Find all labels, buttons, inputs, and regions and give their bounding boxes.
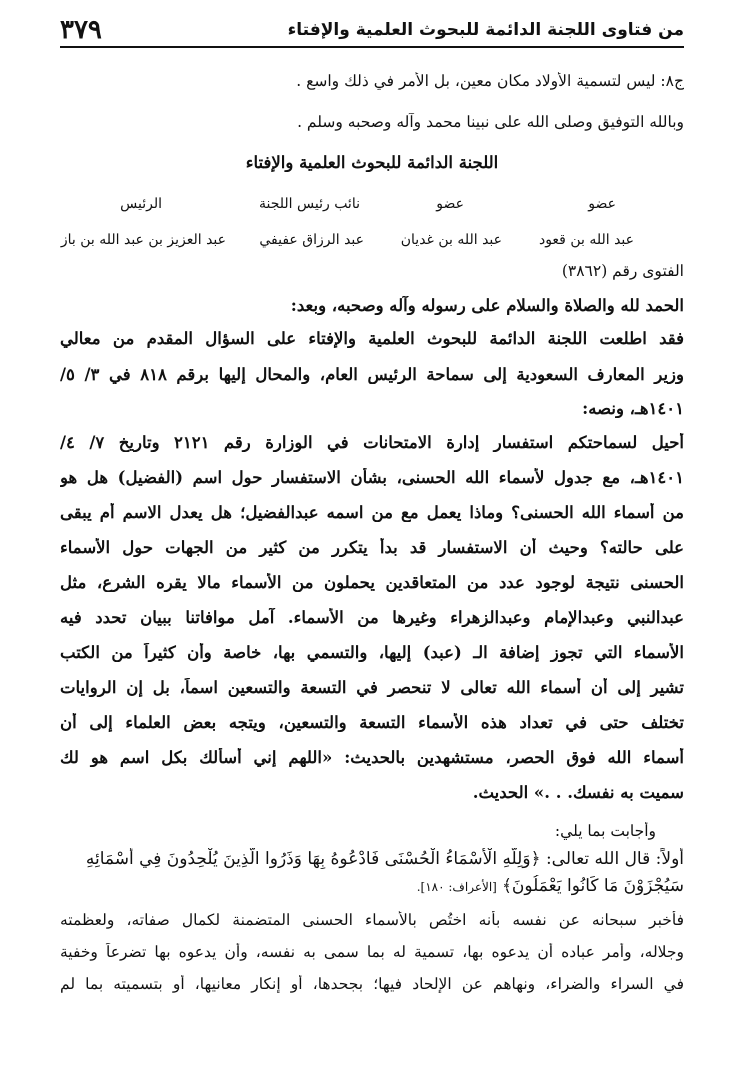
title-chairman: الرئيس xyxy=(120,196,162,212)
running-title: من فتاوى اللجنة الدائمة للبحوث العلمية والإفتاء xyxy=(287,20,684,40)
question-line-7: الأسماء التي تجوز إضافة الـ (عبد) إليها، والتسمي بها، خاصة وأن كثيراً من الكتب xyxy=(60,643,684,662)
question-line-6: عبدالنبي وعبدالإمام وعبدالزهراء وغيرها من الأسماء. آمل موافاتنا ببيان تحدد فيه xyxy=(60,608,684,627)
verse-reference: [الأعراف: ١٨٠]. xyxy=(416,880,497,894)
quran-verse-end: سَيُجْزَوْنَ مَا كَانُوا يَعْمَلُونَ﴾ xyxy=(501,876,684,896)
paragraph-line-2: وجلاله، وأمر عباده أن يدعوه بها، تسمية له بما سمى به نفسه، وأن يدعوه بها تضرعاً وخفية xyxy=(60,943,684,961)
name-member-1: عبد الله بن قعود xyxy=(538,232,634,248)
question-line-2: ١٤٠١هـ، مع جدول لأسماء الله الحسنى، بشأن الاستفسار حول اسم (الفضيل) هل هو xyxy=(60,468,684,487)
question-line-4: على حالته؟ وحيث أن الاستفسار قد بدأ يتكرر من كثير من الجهات حول الأسماء xyxy=(60,538,684,557)
name-chairman: عبد العزيز بن عبد الله بن باز xyxy=(60,232,226,248)
title-member-1: عضو xyxy=(588,196,616,212)
title-member-2: عضو xyxy=(436,196,464,212)
question-line-11: سميت به نفسك. . .» الحديث. xyxy=(472,783,684,802)
question-line-10: أسماء الله فوق الحصر، مستشهدين بالحديث: «اللهم إني أسألك بكل اسم هو لك xyxy=(60,748,684,767)
page-number: ٣٧٩ xyxy=(60,15,102,45)
question-line-5: الحسنى نتيجة لوجود عدد من المتعاقدين يحملون من الأسماء مالا يقره الشرع، مثل xyxy=(60,573,684,592)
closing-line: وبالله التوفيق وصلى الله على نبينا محمد وآله وصحبه وسلم . xyxy=(297,113,684,131)
fatwa-number: الفتوى رقم (٣٨٦٢) xyxy=(561,262,684,280)
body-line-2: فقد اطلعت اللجنة الدائمة للبحوث العلمية والإفتاء على السؤال المقدم من معالي xyxy=(60,329,684,348)
name-member-2: عبد الله بن غديان xyxy=(400,232,502,248)
question-line-3: من أسماء الله الحسنى؟ وماذا يعمل مع من اسمه عبدالفضيل؛ هل يعدل الاسم أم يبقى xyxy=(60,503,684,522)
quran-verse-line-1: أولاً: قال الله تعالى: ﴿وَلِلَّهِ الْأَسْمَاءُ الْحُسْنَى فَادْعُوهُ بِهَا وَذَرُوا الَّذِينَ يُلْحِدُونَ فِي أَسْمَائِهِ xyxy=(85,849,684,869)
question-line-8: تشير إلى أن أسماء الله تعالى لا تنحصر في التسعة والتسعين اسماً، بل إن الروايات xyxy=(60,678,684,697)
answer-intro: وأجابت بما يلي: xyxy=(554,822,656,840)
committee-title: اللجنة الدائمة للبحوث العلمية والإفتاء xyxy=(245,153,499,172)
title-deputy: نائب رئيس اللجنة xyxy=(259,196,360,212)
paragraph-line-3: في السراء والضراء، ونهاهم عن الإلحاد فيها؛ بجحدها، أو إنكار معانيها، أو بتسميته بما لم xyxy=(60,975,684,993)
question-line-1: أحيل لسماحتكم استفسار إدارة الامتحانات في الوزارة رقم ٢١٢١ وتاريخ ٧/ ٤/ xyxy=(60,433,684,452)
body-line-1: الحمد لله والصلاة والسلام على رسوله وآله وصحبه، وبعد: xyxy=(290,296,684,315)
answer-8-line: ج٨: ليس لتسمية الأولاد مكان معين، بل الأمر في ذلك واسع . xyxy=(296,72,684,90)
name-deputy: عبد الرزاق عفيفي xyxy=(259,232,364,248)
body-line-3: وزير المعارف السعودية إلى سماحة الرئيس العام، والمحال إليها برقم ٨١٨ في ٣/ ٥/ xyxy=(60,365,684,384)
page-header xyxy=(60,14,684,48)
body-line-4: ١٤٠١هـ، ونصه: xyxy=(582,399,684,418)
question-line-9: تختلف حتى في تعداد هذه الأسماء التسعة والتسعين، ويتجه بعض العلماء إلى أن xyxy=(60,713,684,732)
quran-verse-line-2 xyxy=(60,875,684,896)
paragraph-line-1: فأخبر سبحانه عن نفسه بأنه اختُص بالأسماء الحسنى المتضمنة لكمال صفاته، ولعظمته xyxy=(60,911,684,929)
